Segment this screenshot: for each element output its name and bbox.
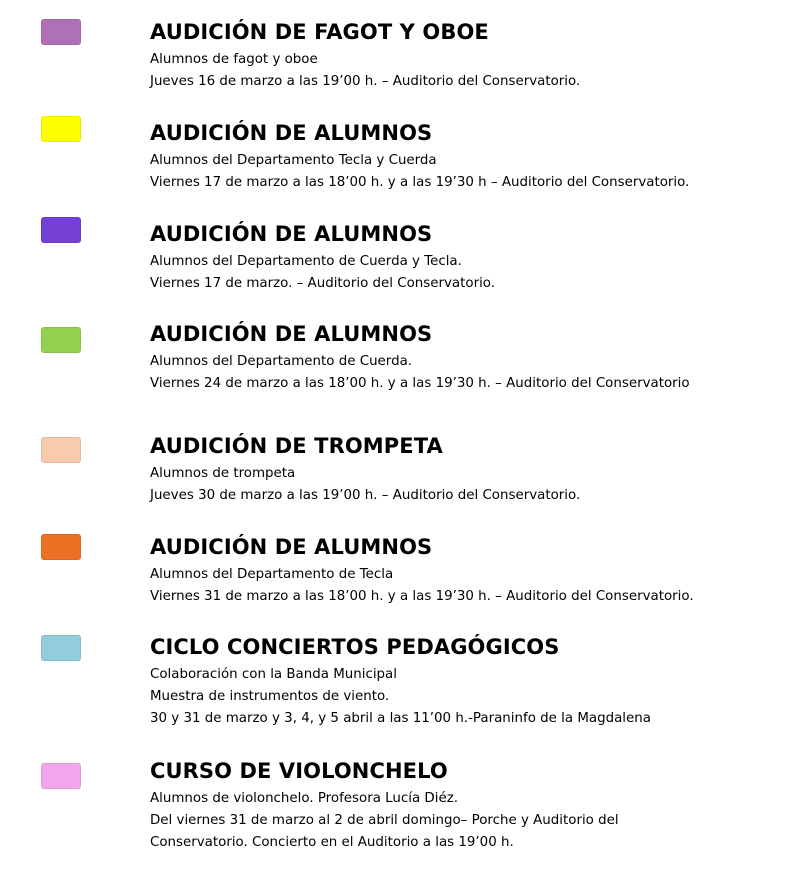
event-schedule: Jueves 30 de marzo a las 19’00 h. – Auditorio del Conservatorio. <box>150 488 581 503</box>
event-schedule: Viernes 24 de marzo a las 18’00 h. y a las 19’30 h. – Auditorio del Conservatorio <box>150 376 690 391</box>
event-schedule: Viernes 17 de marzo. – Auditorio del Conservatorio. <box>150 276 496 291</box>
color-swatch <box>41 534 81 560</box>
event-participants: Alumnos del Departamento de Cuerda. <box>150 354 413 369</box>
event-schedule-continued: Conservatorio. Concierto en el Auditorio a las 19’00 h. <box>150 835 514 850</box>
event-participants: Alumnos de fagot y oboe <box>150 52 318 67</box>
event-description: Muestra de instrumentos de viento. <box>150 689 390 704</box>
event-title: AUDICIÓN DE FAGOT Y OBOE <box>150 20 489 44</box>
event-schedule: Del viernes 31 de marzo al 2 de abril domingo– Porche y Auditorio del <box>150 813 619 828</box>
event-title: AUDICIÓN DE ALUMNOS <box>150 535 433 559</box>
event-schedule: 30 y 31 de marzo y 3, 4, y 5 abril a las 11’00 h.-Paraninfo de la Magdalena <box>150 711 651 726</box>
event-schedule: Jueves 16 de marzo a las 19’00 h. – Auditorio del Conservatorio. <box>150 74 581 89</box>
event-participants: Alumnos del Departamento Tecla y Cuerda <box>150 153 437 168</box>
event-participants: Alumnos de trompeta <box>150 466 296 481</box>
color-swatch <box>41 19 81 45</box>
color-swatch <box>41 116 81 142</box>
event-participants: Alumnos de violonchelo. Profesora Lucía Diéz. <box>150 791 458 806</box>
color-swatch <box>41 327 81 353</box>
event-participants: Alumnos del Departamento de Tecla <box>150 567 394 582</box>
color-swatch <box>41 437 81 463</box>
event-title: CICLO CONCIERTOS PEDAGÓGICOS <box>150 635 560 659</box>
event-title: AUDICIÓN DE ALUMNOS <box>150 322 433 346</box>
color-swatch <box>41 635 81 661</box>
event-participants: Alumnos del Departamento de Cuerda y Tecla. <box>150 254 462 269</box>
event-title: AUDICIÓN DE ALUMNOS <box>150 222 433 246</box>
event-title: AUDICIÓN DE ALUMNOS <box>150 121 433 145</box>
event-title: CURSO DE VIOLONCHELO <box>150 759 448 783</box>
event-title: AUDICIÓN DE TROMPETA <box>150 434 443 458</box>
event-schedule: Viernes 17 de marzo a las 18’00 h. y a las 19’30 h – Auditorio del Conservatorio. <box>150 175 690 190</box>
event-schedule: Viernes 31 de marzo a las 18’00 h. y a las 19’30 h. – Auditorio del Conservatorio. <box>150 589 694 604</box>
color-swatch <box>41 763 81 789</box>
color-swatch <box>41 217 81 243</box>
event-participants: Colaboración con la Banda Municipal <box>150 667 397 682</box>
